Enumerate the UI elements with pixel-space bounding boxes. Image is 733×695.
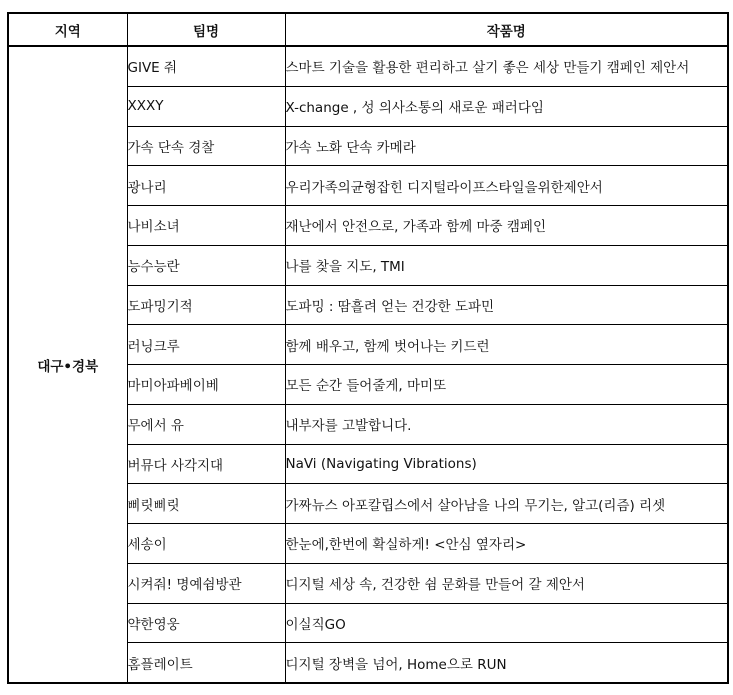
team-name-cell: 가속 단속 경찰 [127,126,285,166]
team-name-cell: 홈플레이트 [127,643,285,683]
header-team: 팀명 [127,13,285,46]
team-name-cell: 광나리 [127,166,285,206]
table-row [8,46,728,86]
table-header-row [8,13,728,46]
team-name-cell: 세송이 [127,524,285,564]
team-name-cell: 버뮤다 사각지대 [127,444,285,484]
header-region: 지역 [8,13,127,46]
team-name-cell: 시켜줘! 명예쉼방관 [127,563,285,603]
work-title-cell: 디지털 장벽을 넘어, Home으로 RUN [285,643,728,683]
work-title-cell: 디지털 세상 속, 건강한 쉼 문화를 만들어 갈 제안서 [285,563,728,603]
team-name-cell: 약한영웅 [127,603,285,643]
team-name-cell: XXXY [127,86,285,126]
team-name-cell: 나비소녀 [127,206,285,246]
team-name-cell: 도파밍기적 [127,285,285,325]
work-title-cell: 우리가족의균형잡힌 디지털라이프스타일을위한제안서 [285,166,728,206]
work-title-cell: 함께 배우고, 함께 벗어나는 키드런 [285,325,728,365]
work-title-cell: 도파밍 : 땀흘려 얻는 건강한 도파민 [285,285,728,325]
header-work: 작품명 [285,13,728,46]
work-title-cell: 재난에서 안전으로, 가족과 함께 마중 캠페인 [285,206,728,246]
team-name-cell: 삐릿삐릿 [127,484,285,524]
work-title-cell: X-change , 성 의사소통의 새로운 패러다임 [285,86,728,126]
work-title-cell: 모든 순간 들어줄게, 마미또 [285,365,728,405]
work-title-cell: 가속 노화 단속 카메라 [285,126,728,166]
work-title-cell: NaVi (Navigating Vibrations) [285,444,728,484]
work-title-cell: 스마트 기술을 활용한 편리하고 살기 좋은 세상 만들기 캠페인 제안서 [285,46,728,86]
work-title-cell: 내부자를 고발합니다. [285,404,728,444]
team-name-cell: 러닝크루 [127,325,285,365]
work-title-cell: 한눈에,한번에 확실하게! <안심 옆자리> [285,524,728,564]
work-title-cell: 나를 찾을 지도, TMI [285,245,728,285]
work-title-cell: 가짜뉴스 아포칼립스에서 살아남을 나의 무기는, 알고(리즘) 리셋 [285,484,728,524]
work-title-cell: 이실직GO [285,603,728,643]
team-name-cell: 무에서 유 [127,404,285,444]
team-name-cell: GIVE 줘 [127,46,285,86]
region-cell: 대구•경북 [8,46,127,683]
team-name-cell: 마미아파베이베 [127,365,285,405]
team-name-cell: 능수능란 [127,245,285,285]
teams-table [7,12,729,684]
